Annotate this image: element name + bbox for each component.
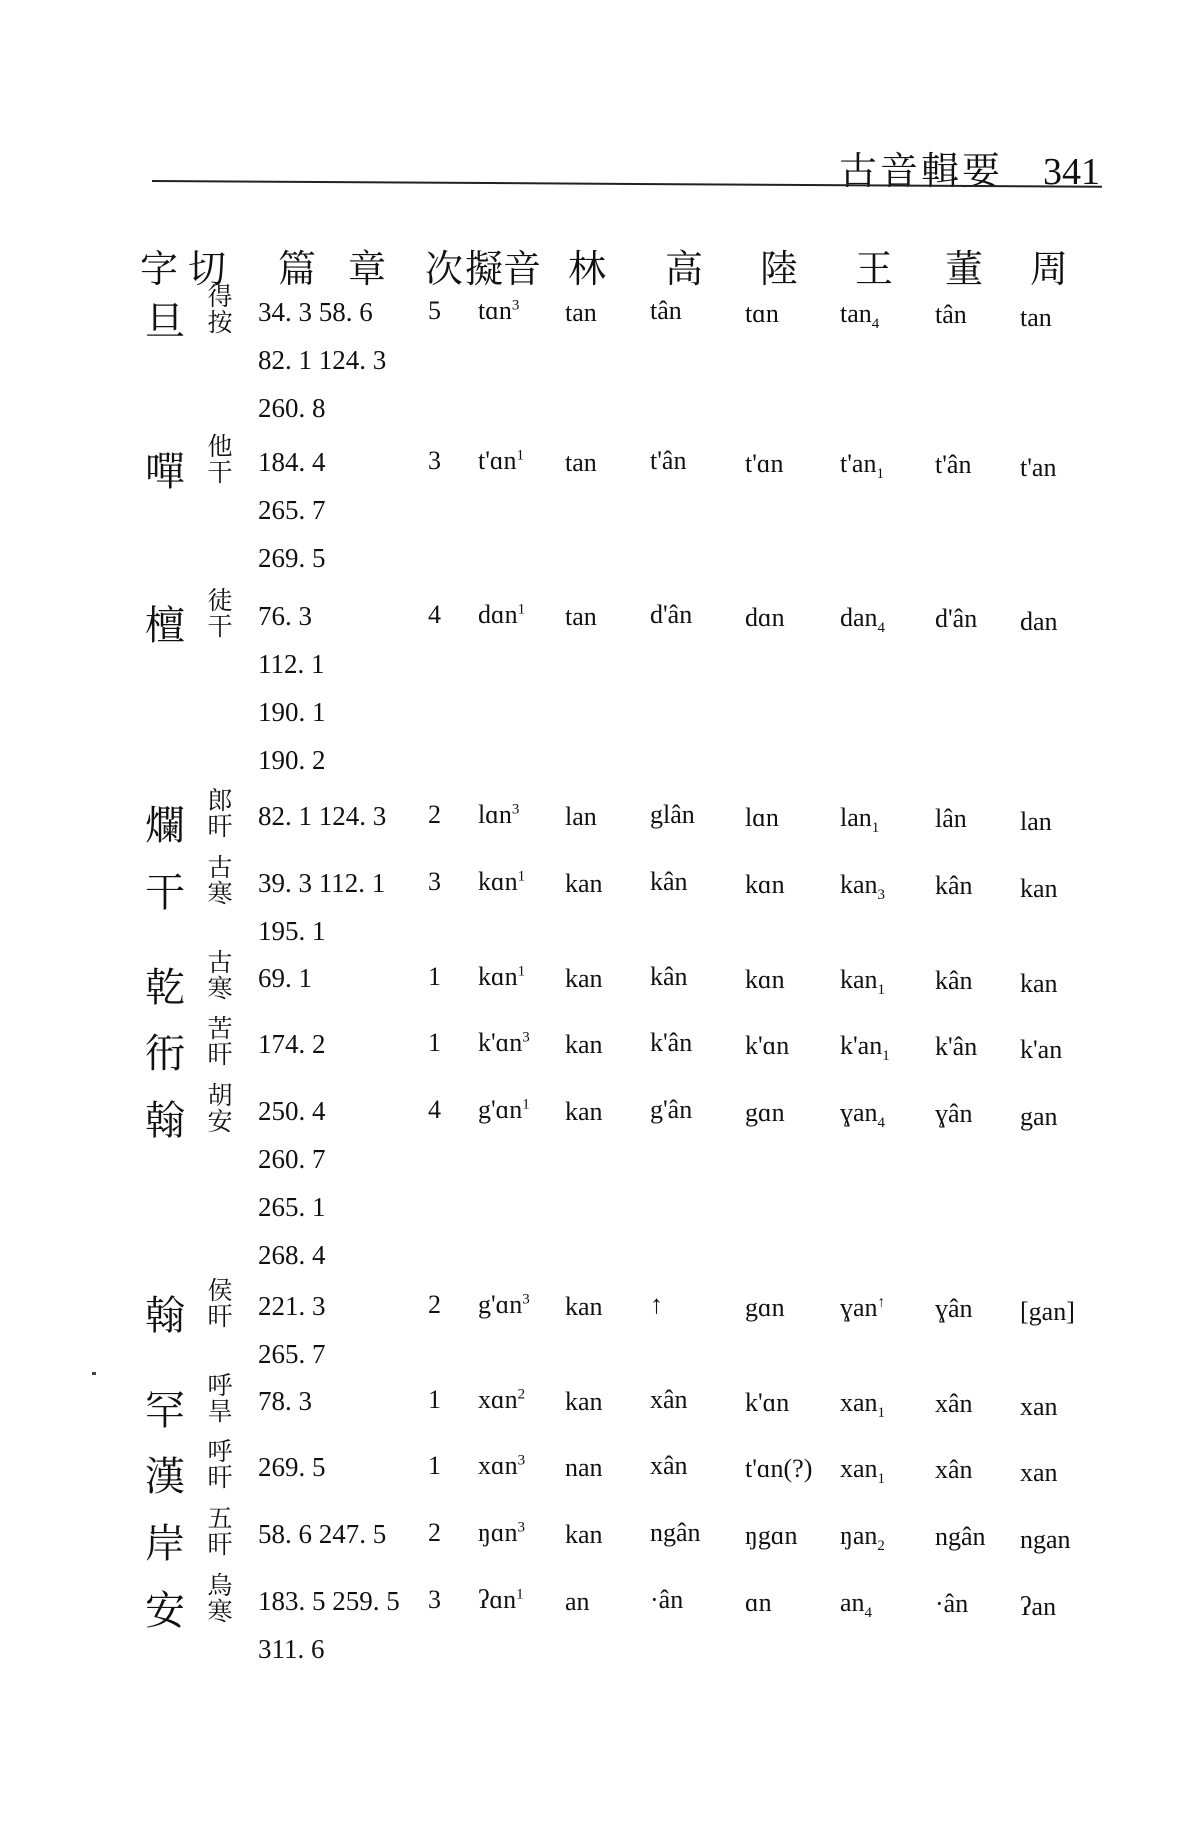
fanqie-char: 寒 [207, 974, 233, 1003]
ci-count: 1 [428, 1385, 441, 1414]
lu-reading: kɑn [745, 870, 785, 899]
wang-sub: 1 [877, 1471, 886, 1488]
wang-reading [840, 1454, 885, 1488]
wang-reading [840, 965, 885, 999]
fanqie-spelling [205, 950, 235, 1002]
dong-reading: kân [935, 871, 973, 900]
pian-references [258, 1020, 326, 1068]
reconstruction [478, 600, 525, 630]
reconstruction-tone: 1 [516, 447, 525, 464]
reconstruction-base: kɑn [478, 867, 518, 896]
fanqie-spelling [205, 1083, 235, 1135]
fanqie-spelling [205, 588, 235, 640]
gao-reading: ↑ [650, 1290, 663, 1319]
entry-char: 翰 [145, 1098, 185, 1144]
column-header: 周 [1030, 247, 1069, 291]
fanqie-spelling [205, 855, 235, 907]
fanqie-char: 寒 [207, 879, 233, 908]
lu-reading: gɑn [745, 1098, 785, 1127]
pian-line: 265. 7 [258, 495, 326, 525]
reconstruction-base: t'ɑn [478, 446, 517, 475]
ci-count: 3 [428, 867, 441, 896]
lin-reading: kan [565, 1030, 603, 1059]
pian-line: 112. 1 [258, 649, 325, 679]
fanqie-spelling [205, 1506, 235, 1558]
lu-reading: ŋgɑn [745, 1521, 798, 1550]
reconstruction-tone: 3 [522, 1029, 530, 1046]
dong-reading: ɣân [935, 1294, 973, 1323]
wang-base: kan [840, 870, 878, 899]
pian-references [258, 438, 326, 582]
wang-sub: 1 [876, 466, 884, 483]
ci-count: 2 [428, 1290, 441, 1319]
pian-line: 265. 7 [258, 1339, 326, 1369]
ci-count: 3 [428, 1585, 441, 1614]
wang-base: tan [840, 299, 872, 328]
pian-line: 76. 3 [258, 601, 312, 631]
wang-base: lan [840, 803, 872, 832]
fanqie-char: 旰 [207, 1040, 233, 1069]
reconstruction [478, 446, 524, 476]
zhou-reading: t'an [1020, 453, 1057, 482]
fanqie-char: 旱 [207, 1397, 233, 1426]
wang-reading [840, 803, 879, 837]
wang-base: xan [840, 1454, 878, 1483]
entry-char: 安 [145, 1588, 185, 1634]
reconstruction-tone: 3 [517, 1519, 525, 1536]
entry-char: 漢 [145, 1454, 185, 1500]
reconstruction-base: k'ɑn [478, 1028, 523, 1057]
lu-reading: k'ɑn [745, 1388, 790, 1417]
column-header: 王 [855, 247, 894, 291]
reconstruction [478, 867, 525, 897]
scan-speck [92, 1372, 96, 1375]
lu-reading: kɑn [745, 965, 785, 994]
pian-line: 311. 6 [258, 1634, 325, 1664]
lin-reading: kan [565, 1292, 603, 1321]
column-header: 篇 [278, 247, 317, 291]
fanqie-char: 呼 [207, 1437, 233, 1466]
wang-reading [840, 870, 885, 904]
zhou-reading: [gan] [1020, 1297, 1075, 1326]
pian-line: 58. 6 247. 5 [258, 1519, 387, 1549]
dong-reading: xân [935, 1455, 973, 1484]
pian-references [258, 592, 326, 784]
gao-reading: ·ân [650, 1585, 684, 1614]
dong-reading: tân [935, 300, 967, 329]
entry-char: 衎 [145, 1031, 185, 1077]
zhou-reading: k'an [1020, 1035, 1063, 1064]
gao-reading: t'ân [650, 446, 687, 475]
wang-sub: 2 [877, 1538, 885, 1555]
fanqie-spelling [205, 1439, 235, 1491]
pian-line: 260. 8 [258, 393, 326, 423]
reconstruction-tone: 1 [517, 601, 526, 618]
gao-reading: xân [650, 1451, 688, 1480]
wang-sub: 1 [877, 982, 886, 999]
reconstruction [478, 1585, 524, 1615]
fanqie-spelling [205, 1016, 235, 1068]
fanqie-char: 侯 [207, 1276, 233, 1305]
wang-base: t'an [840, 449, 877, 478]
gao-reading: g'ân [650, 1095, 693, 1124]
reconstruction [478, 1385, 525, 1415]
pian-line: 221. 3 [258, 1291, 326, 1321]
wang-base: ɣan [840, 1293, 878, 1322]
reconstruction-base: ʔɑn [478, 1585, 517, 1614]
wang-sub: 3 [877, 887, 886, 904]
reconstruction [478, 800, 519, 830]
reconstruction-tone: 1 [517, 963, 526, 980]
pian-references [258, 1510, 386, 1558]
gao-reading: kân [650, 962, 688, 991]
wang-base: dan [840, 603, 878, 632]
dong-reading: k'ân [935, 1032, 978, 1061]
wang-reading [840, 1588, 872, 1622]
column-header: 次 [425, 247, 464, 291]
pian-references [258, 1087, 326, 1279]
pian-line: 195. 1 [258, 916, 326, 946]
wang-reading [840, 1293, 885, 1323]
wang-sub: 1 [871, 820, 880, 837]
pian-line: 34. 3 58. 6 [258, 297, 373, 327]
gao-reading: kân [650, 867, 688, 896]
fanqie-char: 安 [207, 1107, 233, 1136]
ci-count: 3 [428, 446, 441, 475]
fanqie-char: 烏 [207, 1571, 233, 1600]
ci-count: 2 [428, 1518, 441, 1547]
gao-reading: d'ân [650, 600, 693, 629]
gao-reading: xân [650, 1385, 688, 1414]
pian-line: 183. 5 259. 5 [258, 1586, 400, 1616]
gao-reading: glân [650, 800, 695, 829]
entry-char: 翰 [145, 1293, 185, 1339]
fanqie-char: 旰 [207, 1530, 233, 1559]
lu-reading: lɑn [745, 803, 779, 832]
lu-reading: ɑn [745, 1588, 772, 1617]
reconstruction-tone: 3 [511, 297, 520, 314]
dong-reading: d'ân [935, 604, 978, 633]
reconstruction-base: xɑn [478, 1451, 518, 1480]
ci-count: 2 [428, 800, 441, 829]
lin-reading: an [565, 1587, 590, 1616]
reconstruction-base: g'ɑn [478, 1095, 523, 1124]
reconstruction-base: dɑn [478, 600, 518, 629]
ci-count: 4 [428, 1095, 441, 1124]
pian-references [258, 1443, 326, 1491]
wang-sub: 4 [864, 1605, 873, 1622]
dong-reading: kân [935, 966, 973, 995]
reconstruction-tone: 1 [522, 1096, 530, 1113]
zhou-reading: xan [1020, 1458, 1058, 1487]
wang-reading [840, 1388, 885, 1422]
dong-reading: xân [935, 1389, 973, 1418]
lin-reading: tan [565, 602, 597, 631]
pian-line: 174. 2 [258, 1029, 326, 1059]
zhou-reading: dan [1020, 607, 1058, 636]
wang-sup: ↑ [877, 1294, 886, 1311]
lin-reading: kan [565, 1520, 603, 1549]
pian-references [258, 1377, 312, 1425]
reconstruction-tone: 3 [522, 1291, 530, 1308]
wang-base: xan [840, 1388, 878, 1417]
zhou-reading: ngan [1020, 1525, 1071, 1554]
column-header: 林 [568, 247, 607, 291]
pian-line: 78. 3 [258, 1386, 312, 1416]
wang-sub: 4 [877, 1115, 886, 1132]
fanqie-char: 旰 [207, 1463, 233, 1492]
lin-reading: kan [565, 1097, 603, 1126]
column-header: 陸 [760, 247, 799, 291]
column-header: 字 [140, 247, 179, 291]
column-header: 高 [665, 247, 704, 291]
wang-reading [840, 1031, 890, 1065]
fanqie-char: 旰 [207, 1302, 233, 1331]
reconstruction-base: lɑn [478, 800, 512, 829]
fanqie-spelling [205, 434, 235, 486]
lin-reading: tan [565, 448, 597, 477]
zhou-reading: tan [1020, 303, 1052, 332]
pian-references [258, 859, 385, 955]
wang-reading [840, 1098, 885, 1132]
zhou-reading: ʔan [1020, 1592, 1057, 1621]
dong-reading: t'ân [935, 450, 972, 479]
zhou-reading: xan [1020, 1392, 1058, 1421]
lin-reading: nan [565, 1453, 603, 1482]
fanqie-char: 苦 [207, 1014, 233, 1043]
fanqie-char: 古 [207, 853, 233, 882]
pian-line: 250. 4 [258, 1096, 326, 1126]
gao-reading: ngân [650, 1518, 701, 1547]
wang-sub: 4 [871, 316, 880, 333]
reconstruction-tone: 3 [517, 1452, 526, 1469]
page-number: 341 [1043, 151, 1100, 193]
fanqie-char: 寒 [207, 1597, 233, 1626]
entry-char: 干 [145, 870, 185, 916]
pian-references [258, 288, 386, 432]
wang-base: an [840, 1588, 865, 1617]
column-header: 切 [188, 247, 227, 291]
lu-reading: k'ɑn [745, 1031, 790, 1060]
lin-reading: kan [565, 1387, 603, 1416]
pian-line: 69. 1 [258, 963, 312, 993]
pian-references [258, 1577, 400, 1673]
wang-base: kan [840, 965, 878, 994]
fanqie-char: 旰 [207, 812, 233, 841]
wang-reading [840, 449, 884, 483]
fanqie-char: 他 [207, 432, 233, 461]
wang-reading [840, 299, 879, 333]
running-title: 古音輯要 [838, 149, 1003, 193]
pian-references [258, 954, 312, 1002]
pian-line: 265. 1 [258, 1192, 326, 1222]
fanqie-char: 胡 [207, 1081, 233, 1110]
ci-count: 1 [428, 962, 441, 991]
reconstruction [478, 296, 519, 326]
reconstruction-base: tɑn [478, 296, 512, 325]
lu-reading: t'ɑn [745, 449, 784, 478]
ci-count: 1 [428, 1028, 441, 1057]
reconstruction-base: xɑn [478, 1385, 518, 1414]
fanqie-char: 得 [207, 282, 233, 311]
lu-reading: gɑn [745, 1293, 785, 1322]
fanqie-char: 按 [207, 308, 233, 337]
pian-line: 184. 4 [258, 447, 326, 477]
reconstruction [478, 1095, 530, 1125]
reconstruction-tone: 1 [517, 868, 526, 885]
entry-char: 嘽 [145, 449, 185, 495]
ci-count: 5 [428, 296, 441, 325]
column-header: 擬音 [465, 247, 542, 291]
fanqie-spelling [205, 1373, 235, 1425]
reconstruction-tone: 1 [516, 1586, 524, 1603]
pian-line: 190. 2 [258, 745, 326, 775]
entry-char: 檀 [145, 603, 185, 649]
zhou-reading: kan [1020, 874, 1058, 903]
wang-reading [840, 603, 885, 637]
reconstruction [478, 1451, 525, 1481]
fanqie-char: 干 [207, 612, 233, 641]
fanqie-char: 干 [207, 458, 233, 487]
zhou-reading: gan [1020, 1102, 1058, 1131]
entry-char: 罕 [145, 1388, 185, 1434]
dong-reading: ngân [935, 1522, 986, 1551]
reconstruction [478, 962, 525, 992]
pian-line: 39. 3 112. 1 [258, 868, 386, 898]
ci-count: 1 [428, 1451, 441, 1480]
pian-line: 82. 1 124. 3 [258, 345, 387, 375]
wang-sub: 4 [877, 620, 886, 637]
reconstruction-base: kɑn [478, 962, 518, 991]
fanqie-spelling [205, 1573, 235, 1625]
wang-base: ɣan [840, 1098, 878, 1127]
column-header: 董 [945, 247, 984, 291]
pian-line: 190. 1 [258, 697, 326, 727]
pian-line: 269. 5 [258, 1452, 326, 1482]
entry-char: 岸 [145, 1521, 185, 1567]
fanqie-char: 呼 [207, 1371, 233, 1400]
lu-reading: dɑn [745, 603, 785, 632]
reconstruction [478, 1028, 530, 1058]
wang-base: k'an [840, 1031, 883, 1060]
gao-reading: k'ân [650, 1028, 693, 1057]
pian-references [258, 792, 386, 840]
dong-reading: ɣân [935, 1099, 973, 1128]
dong-reading: lân [935, 804, 967, 833]
lin-reading: lan [565, 802, 597, 831]
fanqie-spelling [205, 1278, 235, 1330]
entry-char: 旦 [145, 299, 185, 345]
ci-count: 4 [428, 600, 441, 629]
pian-line: 268. 4 [258, 1240, 326, 1270]
lu-reading: t'ɑn(?) [745, 1454, 813, 1483]
reconstruction-base: ŋɑn [478, 1518, 518, 1547]
lu-reading: tɑn [745, 299, 779, 328]
fanqie-spelling [205, 284, 235, 336]
reconstruction-base: g'ɑn [478, 1290, 523, 1319]
entry-char: 爛 [145, 803, 185, 849]
fanqie-char: 五 [207, 1504, 233, 1533]
wang-sub: 1 [882, 1048, 890, 1065]
fanqie-spelling [205, 788, 235, 840]
entry-char: 乾 [145, 965, 185, 1011]
zhou-reading: lan [1020, 807, 1052, 836]
dong-reading: ·ân [935, 1589, 969, 1618]
lin-reading: kan [565, 869, 603, 898]
pian-line: 269. 5 [258, 543, 326, 573]
wang-sub: 1 [877, 1405, 886, 1422]
column-header: 章 [348, 247, 387, 291]
reconstruction-tone: 3 [511, 801, 520, 818]
pian-line: 260. 7 [258, 1144, 326, 1174]
reconstruction-tone: 2 [517, 1386, 526, 1403]
lin-reading: tan [565, 298, 597, 327]
wang-reading [840, 1521, 885, 1555]
lin-reading: kan [565, 964, 603, 993]
pian-references [258, 1282, 326, 1378]
pian-line: 82. 1 124. 3 [258, 801, 387, 831]
fanqie-char: 徒 [207, 586, 233, 615]
zhou-reading: kan [1020, 969, 1058, 998]
fanqie-char: 郎 [207, 786, 233, 815]
wang-base: ŋan [840, 1521, 878, 1550]
reconstruction [478, 1518, 525, 1548]
gao-reading: tân [650, 296, 682, 325]
fanqie-char: 古 [207, 948, 233, 977]
reconstruction [478, 1290, 530, 1320]
